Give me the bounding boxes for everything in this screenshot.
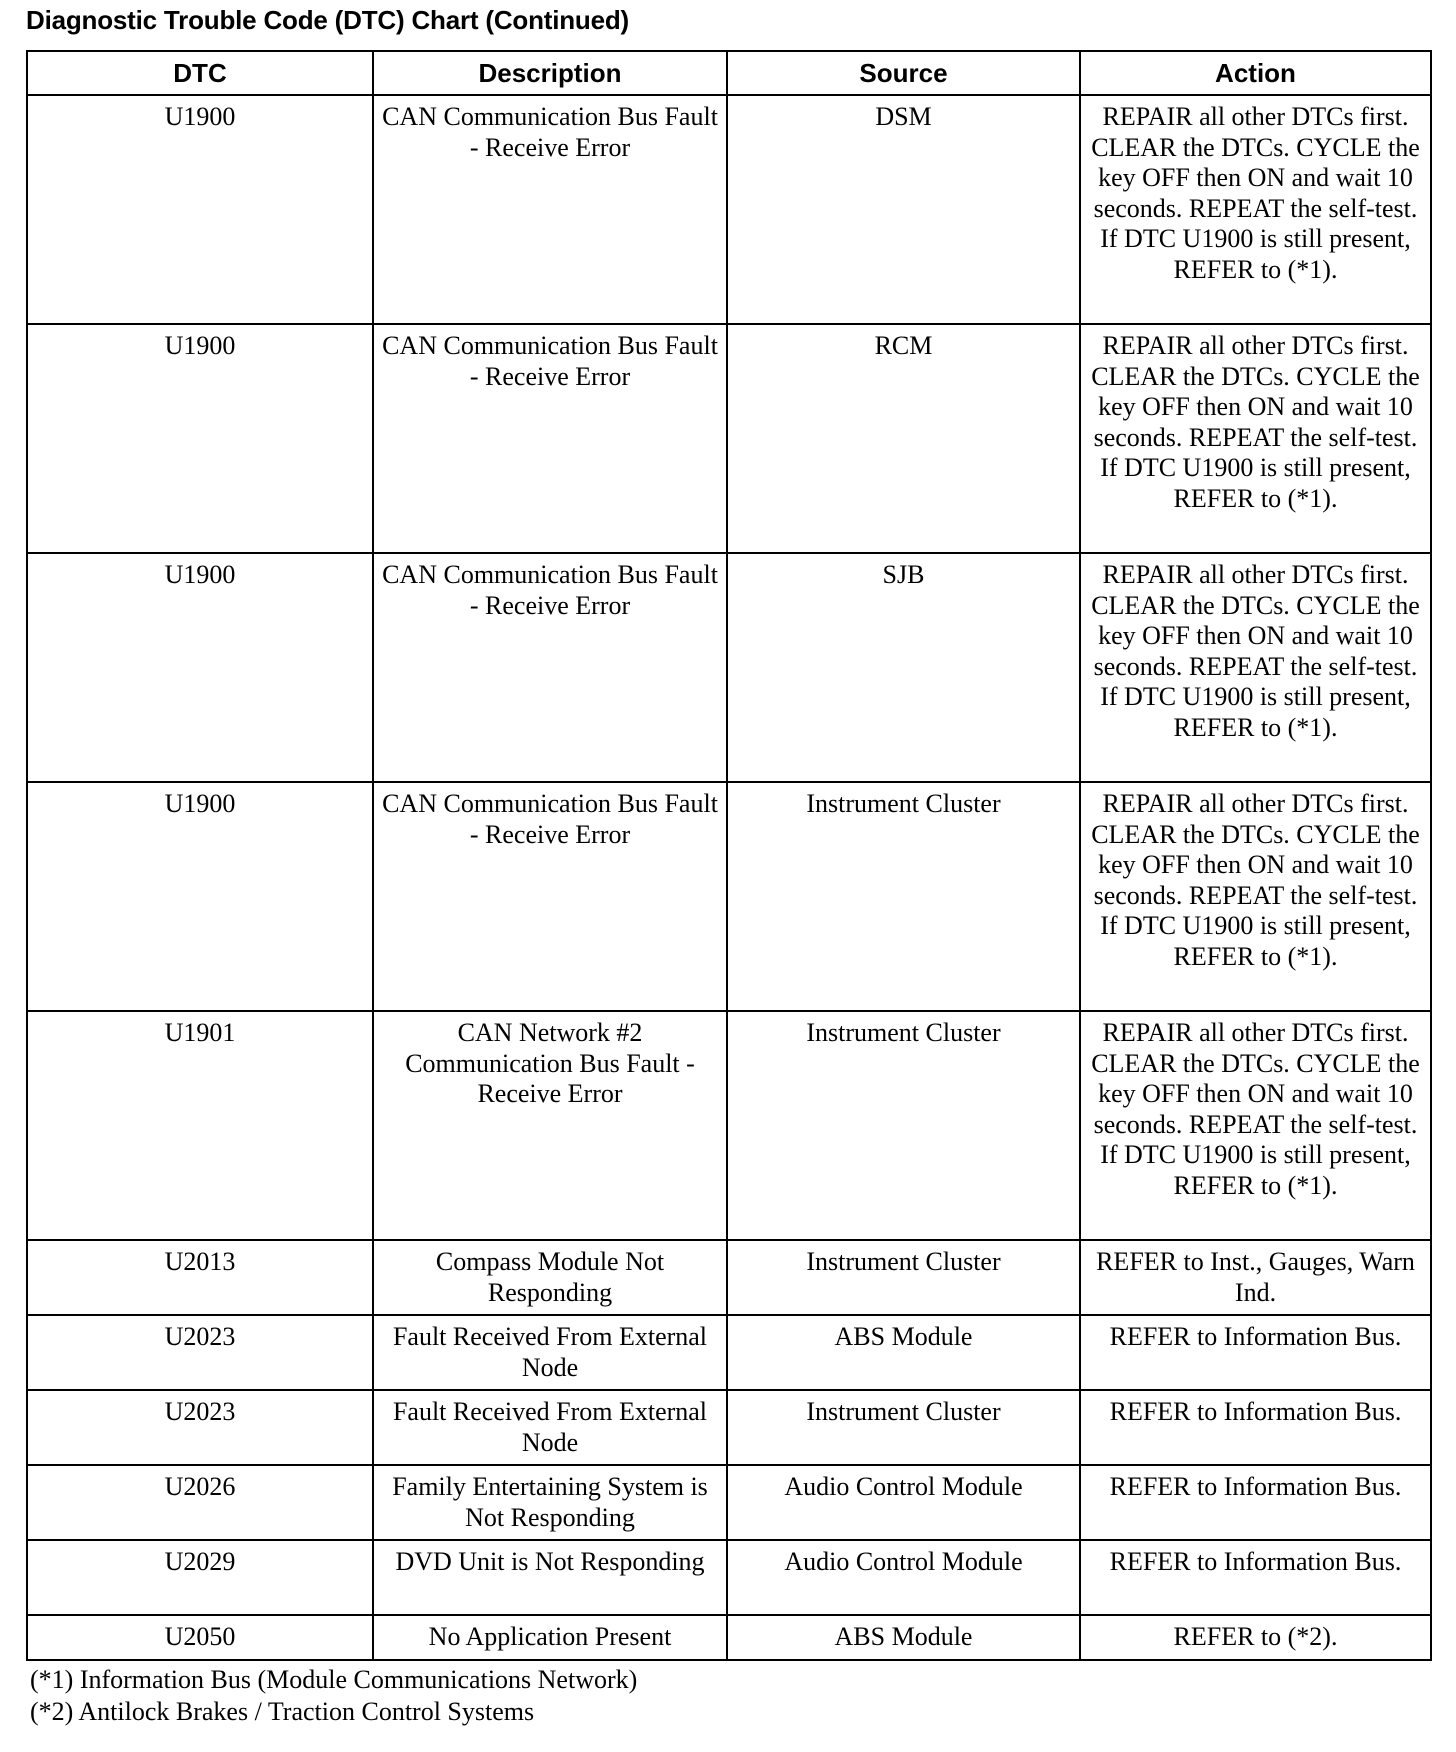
table-row	[27, 1315, 1431, 1390]
action-cell: REPAIR all other DTCs first. CLEAR the DTCs. CYCLE the key OFF then ON and wait 10 seconds. REPEAT the self-test. If DTC U1900 is still present, REFER to (*1).	[1080, 95, 1431, 324]
dtc-cell: U2050	[27, 1615, 373, 1660]
table-row	[27, 1465, 1431, 1540]
header-source: Source	[727, 51, 1080, 95]
table-row	[27, 553, 1431, 782]
description-cell: CAN Communication Bus Fault - Receive Error	[373, 782, 727, 1011]
action-cell: REFER to Information Bus.	[1080, 1465, 1431, 1540]
source-cell: Instrument Cluster	[727, 1240, 1080, 1315]
dtc-cell: U2013	[27, 1240, 373, 1315]
dtc-cell: U2023	[27, 1390, 373, 1465]
table-row	[27, 1390, 1431, 1465]
description-cell: Compass Module Not Responding	[373, 1240, 727, 1315]
action-cell: REPAIR all other DTCs first. CLEAR the DTCs. CYCLE the key OFF then ON and wait 10 seconds. REPEAT the self-test. If DTC U1900 is still present, REFER to (*1).	[1080, 553, 1431, 782]
description-cell: No Application Present	[373, 1615, 727, 1660]
dtc-chart-table	[26, 50, 1432, 1661]
action-cell: REFER to (*2).	[1080, 1615, 1431, 1660]
source-cell: Instrument Cluster	[727, 1011, 1080, 1240]
dtc-cell: U1900	[27, 324, 373, 553]
source-cell: RCM	[727, 324, 1080, 553]
description-cell: DVD Unit is Not Responding	[373, 1540, 727, 1615]
dtc-cell: U2029	[27, 1540, 373, 1615]
action-cell: REFER to Information Bus.	[1080, 1540, 1431, 1615]
table-row	[27, 95, 1431, 324]
footnote-2: (*2) Antilock Brakes / Traction Control Systems	[30, 1697, 535, 1726]
table-row	[27, 782, 1431, 1011]
action-cell: REPAIR all other DTCs first. CLEAR the DTCs. CYCLE the key OFF then ON and wait 10 seconds. REPEAT the self-test. If DTC U1900 is still present, REFER to (*1).	[1080, 782, 1431, 1011]
dtc-cell: U2023	[27, 1315, 373, 1390]
page-title: Diagnostic Trouble Code (DTC) Chart (Continued)	[26, 5, 630, 35]
header-dtc: DTC	[27, 51, 373, 95]
source-cell: ABS Module	[727, 1315, 1080, 1390]
table-row	[27, 1240, 1431, 1315]
source-cell: Audio Control Module	[727, 1465, 1080, 1540]
dtc-cell: U1901	[27, 1011, 373, 1240]
table-row	[27, 1615, 1431, 1660]
header-action: Action	[1080, 51, 1431, 95]
action-cell: REPAIR all other DTCs first. CLEAR the DTCs. CYCLE the key OFF then ON and wait 10 seconds. REPEAT the self-test. If DTC U1900 is still present, REFER to (*1).	[1080, 324, 1431, 553]
dtc-cell: U2026	[27, 1465, 373, 1540]
footnotes	[30, 1664, 637, 1728]
source-cell: Audio Control Module	[727, 1540, 1080, 1615]
table-header-row	[27, 51, 1431, 95]
action-cell: REFER to Information Bus.	[1080, 1390, 1431, 1465]
description-cell: CAN Network #2 Communication Bus Fault - Receive Error	[373, 1011, 727, 1240]
description-cell: CAN Communication Bus Fault - Receive Error	[373, 324, 727, 553]
description-cell: Fault Received From External Node	[373, 1315, 727, 1390]
source-cell: Instrument Cluster	[727, 1390, 1080, 1465]
action-cell: REFER to Information Bus.	[1080, 1315, 1431, 1390]
action-cell: REPAIR all other DTCs first. CLEAR the DTCs. CYCLE the key OFF then ON and wait 10 seconds. REPEAT the self-test. If DTC U1900 is still present, REFER to (*1).	[1080, 1011, 1431, 1240]
source-cell: Instrument Cluster	[727, 782, 1080, 1011]
dtc-cell: U1900	[27, 782, 373, 1011]
table-row	[27, 324, 1431, 553]
source-cell: DSM	[727, 95, 1080, 324]
source-cell: SJB	[727, 553, 1080, 782]
action-cell: REFER to Inst., Gauges, Warn Ind.	[1080, 1240, 1431, 1315]
header-description: Description	[373, 51, 727, 95]
source-cell: ABS Module	[727, 1615, 1080, 1660]
dtc-cell: U1900	[27, 95, 373, 324]
table-row	[27, 1540, 1431, 1615]
description-cell: CAN Communication Bus Fault - Receive Error	[373, 553, 727, 782]
table-row	[27, 1011, 1431, 1240]
description-cell: CAN Communication Bus Fault - Receive Error	[373, 95, 727, 324]
dtc-cell: U1900	[27, 553, 373, 782]
description-cell: Fault Received From External Node	[373, 1390, 727, 1465]
description-cell: Family Entertaining System is Not Responding	[373, 1465, 727, 1540]
footnote-1: (*1) Information Bus (Module Communications Network)	[30, 1665, 638, 1694]
